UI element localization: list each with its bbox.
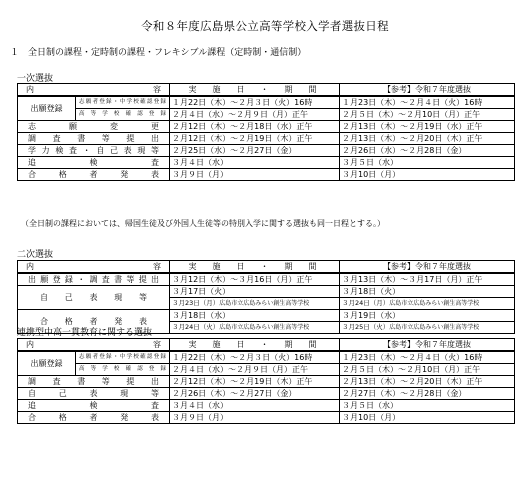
row-label: 出願登録 <box>18 351 76 376</box>
section3-heading: 連携型中高一貫教育に関する選抜 <box>17 328 153 338</box>
period-cell: ２月４日（水）～２月９日（月）正午 <box>170 109 340 121</box>
period-cell: ２月12日（木）～２月18日（水）正午 <box>170 121 340 133</box>
period-cell: ２月12日（木）～２月19日（木）正午 <box>170 376 340 388</box>
table-row <box>18 96 515 109</box>
row-label: 追検査 <box>18 400 170 412</box>
header-ref: 【参考】令和７年度選抜 <box>340 261 515 274</box>
row-label: 自己表現等 <box>18 388 170 400</box>
table-row <box>18 169 515 181</box>
schedule-table-3 <box>17 338 515 424</box>
row-label: 調査書等提出 <box>18 376 170 388</box>
schedule-table-1 <box>17 83 515 181</box>
ref-cell: ２月５日（木）～２月10日（月）正午 <box>340 364 515 376</box>
table-row <box>18 400 515 412</box>
ref-cell: ３月５日（水） <box>340 157 515 169</box>
ref-cell: １月23日（木）～２月４日（火）16時 <box>340 351 515 364</box>
row-label: 合格者発表 <box>18 310 170 334</box>
section2-heading: 二次選抜 <box>17 250 54 260</box>
period-cell: ３月17日（火） <box>170 286 340 298</box>
row-label: 学力検査・自己表現等 <box>18 145 170 157</box>
header-item: 内 容 <box>18 261 170 274</box>
schedule-table-2 <box>17 260 515 334</box>
ref-cell: ３月18日（火） <box>340 286 515 298</box>
period-cell: ３月24日（火）広島市立広島みらい創生高等学校 <box>170 322 340 334</box>
header-period: 実 施 日 ・ 期 間 <box>170 84 340 97</box>
ref-cell: ２月５日（木）～２月10日（月）正午 <box>340 109 515 121</box>
ref-cell: ２月13日（木）～２月20日（木）正午 <box>340 133 515 145</box>
period-cell: ２月25日（水）～２月27日（金） <box>170 145 340 157</box>
row-sublabel: 志願者登録・中学校確認登録 <box>76 351 170 364</box>
table-row <box>18 310 515 322</box>
row-label: 自己表現等 <box>18 286 170 310</box>
period-cell: ２月26日（木）～２月27日（金） <box>170 388 340 400</box>
table-row <box>18 157 515 169</box>
period-cell: ２月４日（水）～２月９日（月）正午 <box>170 364 340 376</box>
row-label: 合格者発表 <box>18 412 170 424</box>
period-cell: ３月９日（月） <box>170 169 340 181</box>
table-row <box>18 351 515 364</box>
header-item: 内 容 <box>18 84 170 97</box>
row-label: 調査書等提出 <box>18 133 170 145</box>
ref-cell: ３月13日（木）～３月17日（月）正午 <box>340 273 515 286</box>
table-row <box>18 109 515 121</box>
table-row <box>18 133 515 145</box>
table-header-row <box>18 261 515 274</box>
period-cell: ３月23日（月）広島市立広島みらい創生高等学校 <box>170 298 340 310</box>
ref-cell: ３月10日（月） <box>340 169 515 181</box>
header-ref: 【参考】令和７年度選抜 <box>340 339 515 352</box>
header-item: 内 容 <box>18 339 170 352</box>
section1-heading: 一次選抜 <box>17 74 54 84</box>
row-label: 出願登録・調査書等提出 <box>18 273 170 286</box>
section-subtitle: １ 全日制の課程・定時制の課程・フレキシブル課程（定時制・通信制） <box>10 48 307 58</box>
period-cell: ３月４日（水） <box>170 157 340 169</box>
table-row <box>18 273 515 286</box>
header-ref: 【参考】令和７年度選抜 <box>340 84 515 97</box>
row-sublabel: 高等学校確認登録 <box>76 364 170 376</box>
header-period: 実 施 日 ・ 期 間 <box>170 339 340 352</box>
period-cell: １月22日（木）～２月３日（火）16時 <box>170 351 340 364</box>
ref-cell: ２月13日（木）～２月20日（木）正午 <box>340 376 515 388</box>
ref-cell: ２月13日（木）～２月19日（水）正午 <box>340 121 515 133</box>
ref-cell: ３月25日（火）広島市立広島みらい創生高等学校 <box>340 322 515 334</box>
table-row <box>18 286 515 298</box>
table-row <box>18 412 515 424</box>
row-label: 追検査 <box>18 157 170 169</box>
table-header-row <box>18 84 515 97</box>
ref-cell: ３月24日（月）広島市立広島みらい創生高等学校 <box>340 298 515 310</box>
row-sublabel: 高等学校確認登録 <box>76 109 170 121</box>
page-title: 令和８年度広島県公立高等学校入学者選抜日程 <box>141 19 389 33</box>
ref-cell: ３月19日（水） <box>340 310 515 322</box>
row-label: 出願登録 <box>18 96 76 121</box>
header-period: 実 施 日 ・ 期 間 <box>170 261 340 274</box>
ref-cell: ２月26日（水）～２月28日（金） <box>340 145 515 157</box>
table-row <box>18 388 515 400</box>
row-label: 志願変更 <box>18 121 170 133</box>
table-row <box>18 376 515 388</box>
table-row <box>18 145 515 157</box>
period-cell: ３月12日（木）～３月16日（月）正午 <box>170 273 340 286</box>
ref-cell: ２月27日（木）～２月28日（金） <box>340 388 515 400</box>
row-sublabel: 志願者登録・中学校確認登録 <box>76 96 170 109</box>
table-row <box>18 121 515 133</box>
period-cell: １月22日（木）～２月３日（火）16時 <box>170 96 340 109</box>
row-label: 合格者発表 <box>18 169 170 181</box>
period-cell: ３月９日（月） <box>170 412 340 424</box>
ref-cell: ３月５日（水） <box>340 400 515 412</box>
section1-note: （全日制の課程においては、帰国生徒及び外国人生徒等の特別入学に関する選抜も同一日程とする。） <box>21 219 385 228</box>
period-cell: ３月18日（水） <box>170 310 340 322</box>
ref-cell: ３月10日（月） <box>340 412 515 424</box>
table-header-row <box>18 339 515 352</box>
ref-cell: １月23日（木）～２月４日（火）16時 <box>340 96 515 109</box>
period-cell: ２月12日（木）～２月19日（木）正午 <box>170 133 340 145</box>
period-cell: ３月４日（水） <box>170 400 340 412</box>
table-row <box>18 364 515 376</box>
